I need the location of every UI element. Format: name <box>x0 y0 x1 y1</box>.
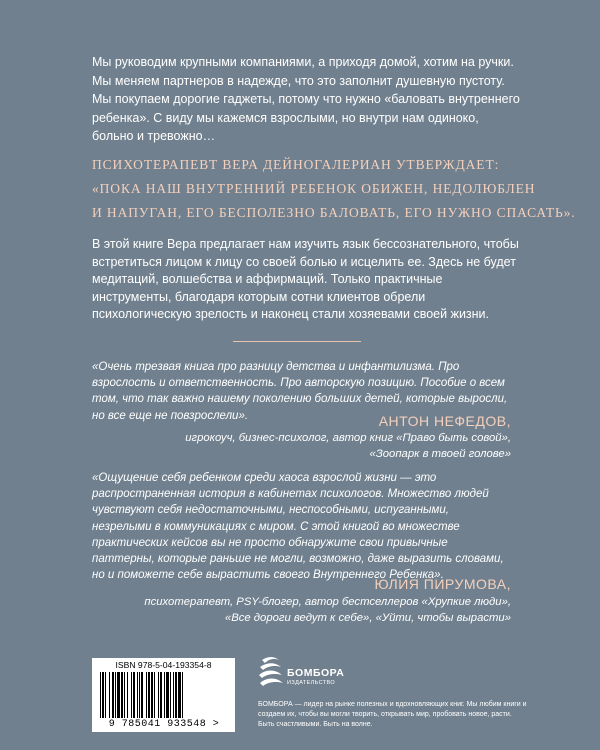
barcode-bar <box>131 672 132 718</box>
barcode-bar <box>173 672 174 718</box>
barcode-bar <box>166 672 169 718</box>
review-author-bio <box>144 594 511 626</box>
barcode-icon <box>98 672 229 718</box>
quote-line: И НАПУГАН, ЕГО БЕСПОЛЕЗНО БАЛОВАТЬ, ЕГО НУЖНО СПАСАТЬ». <box>92 205 576 220</box>
barcode-bar <box>124 672 125 718</box>
barcode-bar <box>148 672 150 718</box>
quote-line: ПСИХОТЕРАПЕВТ ВЕРА ДЕЙНОГАЛЕРИАН УТВЕРЖДАЕТ: <box>92 157 500 172</box>
barcode-bar <box>154 672 155 718</box>
barcode-bar <box>100 672 101 718</box>
barcode-bar <box>133 672 135 718</box>
barcode-bar <box>115 672 116 718</box>
barcode-bar <box>137 672 138 718</box>
publisher-description: БОМБОРА — лидер на рынке полезных и вдохновляющих книг. Мы любим книги и создаем их, чтобы вы могли творить, открывать мир, пробовать новое, расти. Быть счастливыми. Быть на волне. <box>258 701 527 728</box>
intro-text: Мы руководим крупными компаниями, а приходя домой, хотим на ручки. Мы меняем партнеров в надежде, что это заполнит душевную пустоту. Мы покупаем дорогие гаджеты, потому что нужно «баловать внутреннего ребенка». С виду мы кажемся взрослыми, но внутри нам одиноко, больно и тревожно… <box>92 55 520 143</box>
publisher-subtitle: ИЗДАТЕЛЬСТВО <box>287 680 336 686</box>
barcode-bar <box>112 672 114 718</box>
review-text: «Ощущение себя ребенком среди хаоса взрослой жизни — это распространенная история в кабинетах психологов. Множество людей чувствуют себя недостаточными, неспособными, испуганными, незрелыми в коммуникациях с миром. С этой книгой во множестве практических кейсов вы не просто обнаружите свои привычные паттерны, которые раньше не могли, возможно, даже выразить словами, но и поможете себе вырастить своего Внутреннего Ребенка». <box>92 472 504 582</box>
barcode-bar <box>102 672 104 718</box>
review-author-bio <box>185 430 511 462</box>
barcode-bar <box>178 672 181 718</box>
barcode-bar <box>151 672 153 718</box>
publisher-name: БОМБОРА <box>287 667 345 679</box>
bio-line: «Все дороги ведут к себе», «Уйти, чтобы вырасти» <box>224 612 511 624</box>
description-paragraph: В этой книге Вера предлагает нам изучить язык бессознательного, чтобы встретиться лицом к лицу со своей болью и исцелить ее. Здесь не будет медитаций, волшебства и аффирмаций. Только практичные инструменты, благодаря которым сотни клиентов обрели психологическую зрелость и наконец стали хозяевами своей жизни. <box>92 237 519 321</box>
bio-line: «Зоопарк в твоей голове» <box>369 448 511 460</box>
review-author-name: ЮЛИЯ ПИРУМОВА, <box>374 576 511 592</box>
highlight-quote <box>92 153 576 225</box>
barcode-bar <box>117 672 120 718</box>
barcode-bar <box>158 672 159 718</box>
bio-line: игрокоуч, бизнес-психолог, автор книг «Право быть совой», <box>185 432 511 444</box>
barcode-bar <box>146 672 147 718</box>
bio-line: психотерапевт, PSY-блогер, автор бестселлеров «Хрупкие люди», <box>144 596 511 608</box>
isbn-number: ISBN 978-5-04-193354-8 <box>115 660 212 670</box>
barcode-bar <box>127 672 128 718</box>
barcode-bar <box>160 672 162 718</box>
review-text: «Очень трезвая книга про разницу детства и инфантилизма. Про взрослость и ответственность. Про авторскую позицию. Пособие о всем том, что так важно нашему поколению больших детей, которые выросли, но все еще не повзрослели». <box>92 361 508 422</box>
barcode-bar <box>175 672 177 718</box>
barcode-bar <box>141 672 143 718</box>
review-author-name: АНТОН НЕФЕДОВ, <box>378 413 511 429</box>
barcode-bar <box>105 672 106 718</box>
barcode-bar <box>109 672 110 718</box>
barcode-bar <box>139 672 140 718</box>
divider <box>233 341 361 342</box>
isbn-barcode <box>92 658 235 732</box>
barcode-bar <box>164 672 165 718</box>
barcode-digits: 9 785041 933548 > <box>108 719 220 730</box>
quote-line: «ПОКА НАШ ВНУТРЕННИЙ РЕБЕНОК ОБИЖЕН, НЕДОЛЮБЛЕН <box>92 181 536 196</box>
barcode-bar <box>121 672 123 718</box>
intro-paragraph <box>92 53 522 146</box>
barcode-bar <box>170 672 171 718</box>
barcode-bar <box>182 672 183 718</box>
